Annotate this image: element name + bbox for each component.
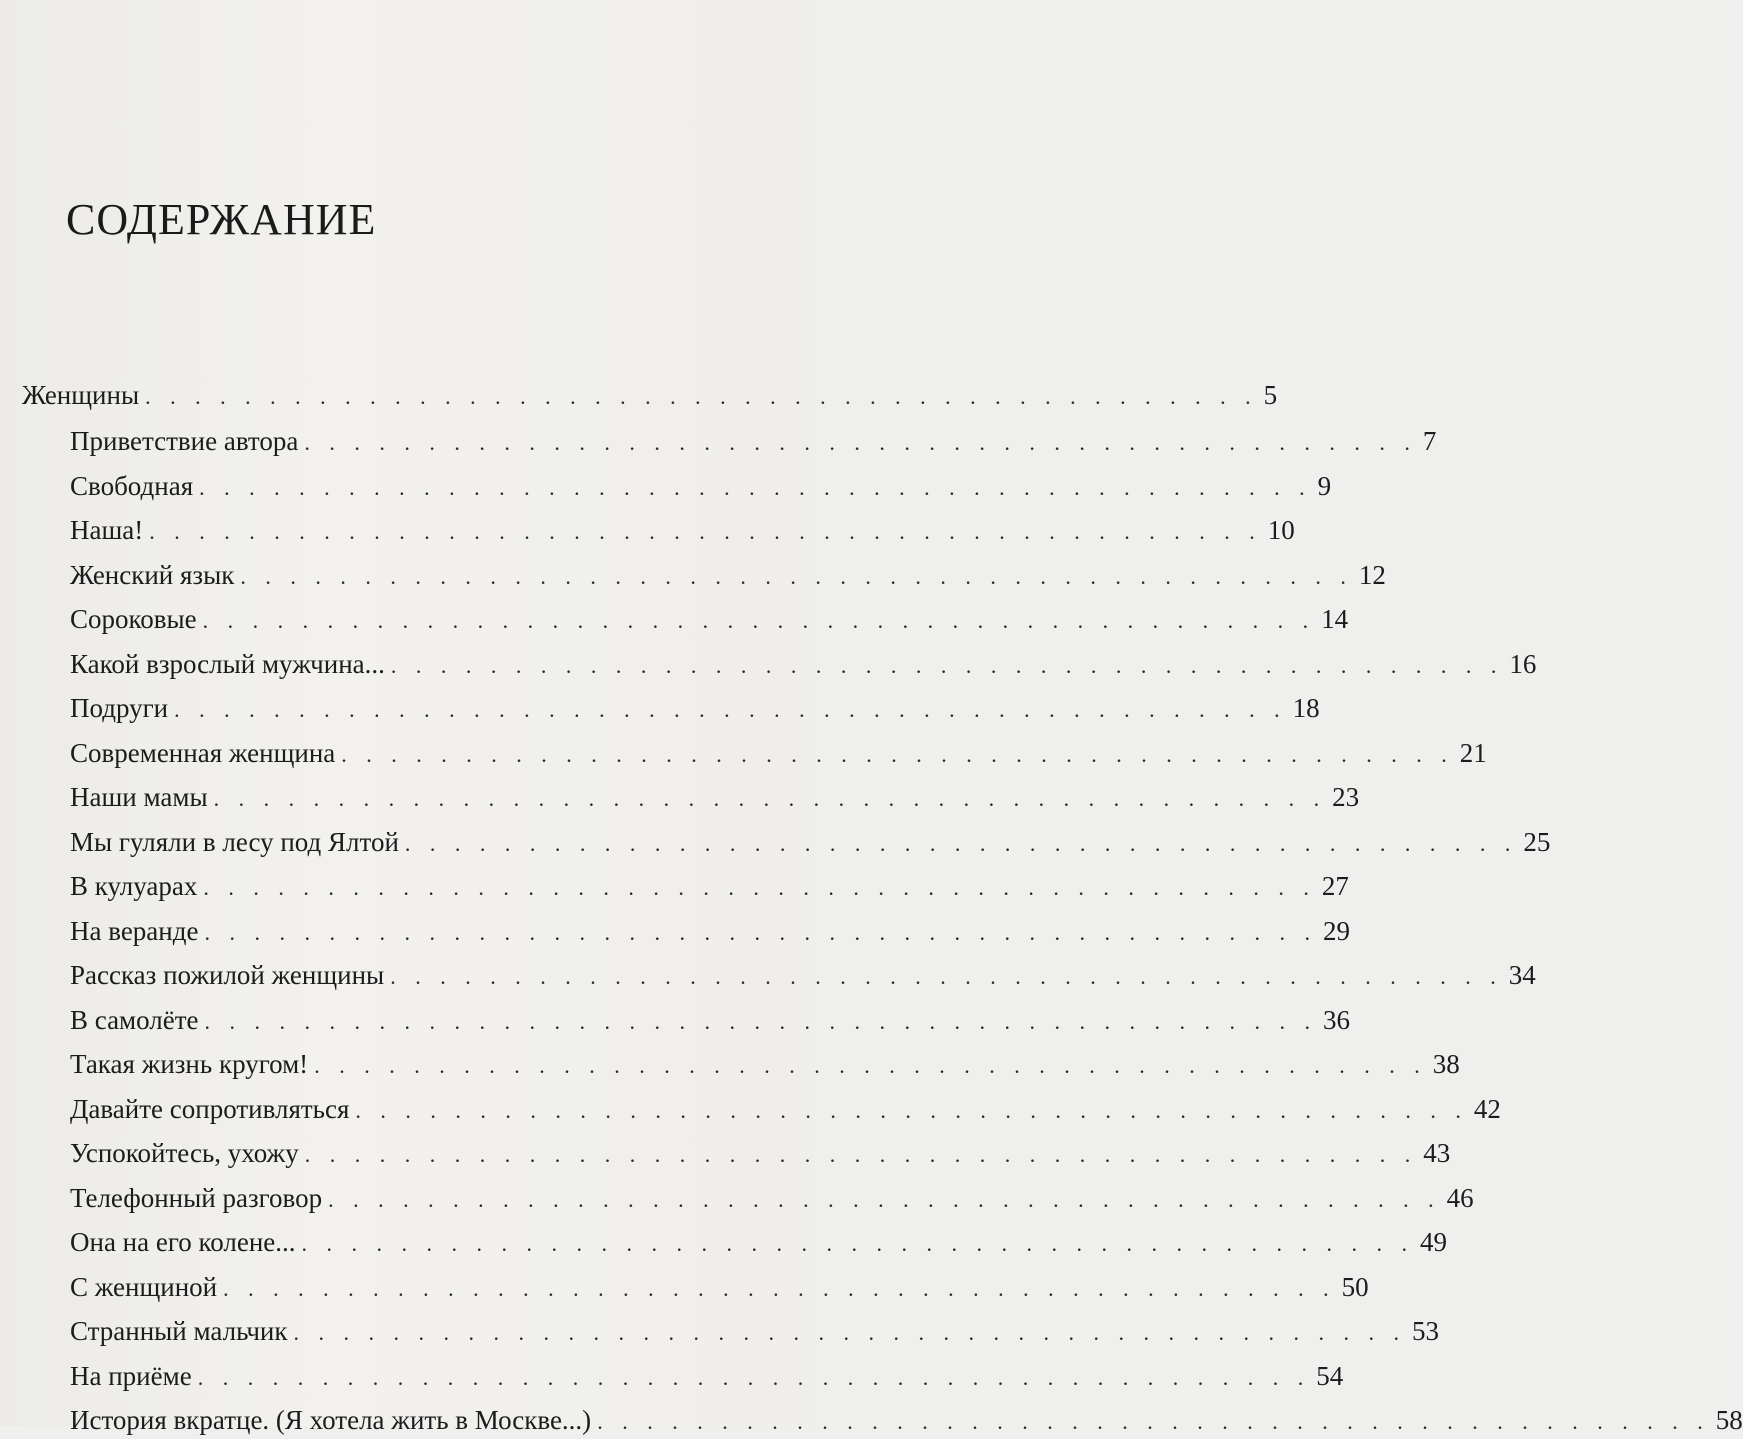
- toc-entry-page: 10: [1267, 515, 1295, 545]
- toc-entry: [70, 1003, 1351, 1039]
- toc-entry: [70, 424, 1437, 460]
- toc-entry: [70, 469, 1332, 505]
- page-title: СОДЕРЖАНИЕ: [66, 195, 377, 244]
- toc-leader-dots: . . . . . . . . . . . . . . . . . . . . . . . . . . . . . . . . . . . . . . . . . . . . .: [149, 519, 1262, 544]
- toc-entry-page: 53: [1412, 1316, 1440, 1346]
- toc-entry: [70, 736, 1487, 772]
- toc-entry: [70, 602, 1349, 638]
- toc-leader-dots: . . . . . . . . . . . . . . . . . . . . . . . . . . . . . . . . . . . . . . . . . . . . .: [199, 474, 1312, 500]
- toc-leader-dots: . . . . . . . . . . . . . . . . . . . . . . . . . . . . . . . . . . . . . . . . . . . . .: [197, 1364, 1311, 1390]
- toc-entry-page: 29: [1322, 915, 1350, 946]
- toc-entry-label: Телефонный разговор: [70, 1182, 323, 1213]
- toc-entry: [70, 1314, 1440, 1350]
- toc-entry-page: 12: [1358, 559, 1386, 590]
- toc-leader-dots: . . . . . . . . . . . . . . . . . . . . . . . . . . . . . . . . . . . . . . . . . . . . .: [341, 741, 1454, 767]
- toc-entry: [70, 1403, 1743, 1439]
- toc-entry-page: 27: [1321, 871, 1349, 901]
- toc-leader-dots: . . . . . . . . . . . . . . . . . . . . . . . . . . . . . . . . . . . . . . . . . . . . .: [145, 384, 1258, 409]
- toc-entry-page: 21: [1459, 737, 1487, 768]
- toc-entry: [70, 647, 1537, 683]
- toc-entry-page: 36: [1323, 1004, 1351, 1035]
- toc-leader-dots: . . . . . . . . . . . . . . . . . . . . . . . . . . . . . . . . . . . . . . . . . . . . .: [202, 608, 1316, 633]
- toc-entry-label: Странный мальчик: [70, 1316, 288, 1346]
- toc-entry-page: 38: [1432, 1049, 1460, 1079]
- toc-leader-dots: . . . . . . . . . . . . . . . . . . . . . . . . . . . . . . . . . . . . . . . . . . . . .: [597, 1409, 1710, 1434]
- toc-leader-dots: . . . . . . . . . . . . . . . . . . . . . . . . . . . . . . . . . . . . . . . . . . . . .: [204, 919, 1317, 945]
- toc-entry-page: 34: [1508, 960, 1536, 990]
- toc-entry-page: 42: [1473, 1093, 1501, 1124]
- toc-leader-dots: . . . . . . . . . . . . . . . . . . . . . . . . . . . . . . . . . . . . . . . . . . . . .: [174, 697, 1287, 722]
- toc-entry: [70, 914, 1350, 950]
- toc-leader-dots: . . . . . . . . . . . . . . . . . . . . . . . . . . . . . . . . . . . . . . . . . . . . .: [328, 1186, 1441, 1212]
- toc-entry-label: На веранде: [70, 915, 199, 946]
- toc-entry-page: 43: [1423, 1138, 1451, 1168]
- toc-entry-page: 54: [1316, 1360, 1344, 1391]
- toc-entry: [70, 513, 1295, 549]
- toc-entry: [70, 1270, 1369, 1306]
- toc-entry-label: Женский язык: [70, 559, 235, 590]
- toc-leader-dots: . . . . . . . . . . . . . . . . . . . . . . . . . . . . . . . . . . . . . . . . . . . . .: [304, 430, 1417, 455]
- toc-entry-page: 16: [1509, 648, 1537, 679]
- toc-entry-page: 7: [1422, 426, 1437, 456]
- toc-entry-page: 58: [1715, 1405, 1743, 1435]
- toc-entry-label: Подруги: [70, 693, 169, 723]
- toc-entry-label: Успокойтесь, ухожу: [70, 1138, 299, 1168]
- toc-leader-dots: . . . . . . . . . . . . . . . . . . . . . . . . . . . . . . . . . . . . . . . . . . . . .: [213, 786, 1327, 811]
- toc-section: [22, 378, 1278, 414]
- toc-entry-label: Наша!: [70, 515, 144, 545]
- toc-entry-page: 9: [1317, 470, 1332, 501]
- toc-leader-dots: . . . . . . . . . . . . . . . . . . . . . . . . . . . . . . . . . . . . . . . . . . . . .: [404, 830, 1518, 856]
- toc-entry-page: 18: [1292, 693, 1320, 723]
- toc-leader-dots: . . . . . . . . . . . . . . . . . . . . . . . . . . . . . . . . . . . . . . . . . . . . .: [293, 1320, 1407, 1345]
- toc-entry-label: Современная женщина: [70, 737, 336, 768]
- toc-entry: [70, 1047, 1460, 1083]
- toc-entry: [70, 1181, 1474, 1217]
- toc-entry-label: Рассказ пожилой женщины: [70, 960, 385, 990]
- toc-section-label: Женщины: [22, 380, 140, 410]
- toc-entry-page: 49: [1420, 1227, 1448, 1257]
- toc-entry: [70, 1136, 1451, 1172]
- toc-entry-page: 14: [1321, 604, 1349, 634]
- toc-entry-label: Такая жизнь кругом!: [70, 1049, 309, 1079]
- toc-entry-label: В кулуарах: [70, 871, 198, 901]
- toc-entry-label: Приветствие автора: [70, 426, 299, 456]
- toc-leader-dots: . . . . . . . . . . . . . . . . . . . . . . . . . . . . . . . . . . . . . . . . . . . . .: [314, 1053, 1427, 1078]
- toc-entry: [70, 558, 1386, 594]
- toc-entry-label: В самолёте: [70, 1004, 199, 1035]
- toc-leader-dots: . . . . . . . . . . . . . . . . . . . . . . . . . . . . . . . . . . . . . . . . . . . . .: [240, 563, 1353, 589]
- toc-leader-dots: . . . . . . . . . . . . . . . . . . . . . . . . . . . . . . . . . . . . . . . . . . . . .: [301, 1231, 1415, 1256]
- toc-entry-label: Наши мамы: [70, 782, 208, 812]
- toc-entry-page: 25: [1523, 826, 1551, 857]
- toc-entry: [70, 1225, 1448, 1261]
- toc-entry: [70, 869, 1349, 905]
- toc-entry-label: Сороковые: [70, 604, 197, 634]
- toc-entry: [70, 1359, 1344, 1395]
- toc-leader-dots: . . . . . . . . . . . . . . . . . . . . . . . . . . . . . . . . . . . . . . . . . . . . .: [304, 1142, 1418, 1167]
- toc-entry-label: Свободная: [70, 470, 194, 501]
- toc-entry-page: 46: [1446, 1182, 1474, 1213]
- toc-section-page: 5: [1263, 380, 1278, 410]
- toc-leader-dots: . . . . . . . . . . . . . . . . . . . . . . . . . . . . . . . . . . . . . . . . . . . . .: [203, 875, 1316, 900]
- toc-entry-label: Давайте сопротивляться: [70, 1093, 350, 1124]
- toc-leader-dots: . . . . . . . . . . . . . . . . . . . . . . . . . . . . . . . . . . . . . . . . . . . . .: [223, 1275, 1336, 1301]
- toc-leader-dots: . . . . . . . . . . . . . . . . . . . . . . . . . . . . . . . . . . . . . . . . . . . . .: [204, 1008, 1318, 1034]
- toc-entry: [70, 780, 1360, 816]
- toc-entry-label: Мы гуляли в лесу под Ялтой: [70, 826, 399, 857]
- toc-entry: [70, 691, 1320, 727]
- toc-leader-dots: . . . . . . . . . . . . . . . . . . . . . . . . . . . . . . . . . . . . . . . . . . . . .: [355, 1097, 1468, 1123]
- toc-entry: [70, 958, 1536, 994]
- toc-leader-dots: . . . . . . . . . . . . . . . . . . . . . . . . . . . . . . . . . . . . . . . . . . . . .: [390, 964, 1503, 989]
- toc-entry: [70, 1092, 1501, 1128]
- toc-entry-page: 50: [1341, 1271, 1369, 1302]
- toc-entry-label: Какой взрослый мужчина...: [70, 648, 385, 679]
- toc-entry-label: На приёме: [70, 1360, 192, 1391]
- toc-entry-page: 23: [1332, 782, 1360, 812]
- toc-entry-label: История вкратце. (Я хотела жить в Москве...): [70, 1405, 592, 1435]
- toc-entry-label: Она на его колене...: [70, 1227, 296, 1257]
- toc-leader-dots: . . . . . . . . . . . . . . . . . . . . . . . . . . . . . . . . . . . . . . . . . . . . .: [390, 652, 1504, 678]
- toc-entry-label: С женщиной: [70, 1271, 218, 1302]
- toc-entry: [70, 825, 1551, 861]
